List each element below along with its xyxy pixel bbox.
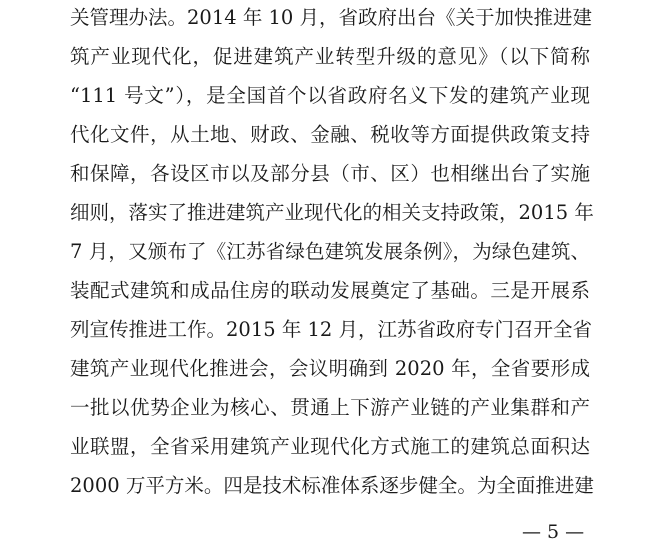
text-line: 7 月，又颁布了《江苏省绿色建筑发展条例》，为绿色建筑、 bbox=[70, 240, 590, 263]
text-line: 和保障，各设区市以及部分县（市、区）也相继出台了实施 bbox=[70, 162, 590, 185]
text-line: 代化文件，从土地、财政、金融、税收等方面提供政策支持 bbox=[70, 123, 590, 146]
text-line: 装配式建筑和成品住房的联动发展奠定了基础。三是开展系 bbox=[70, 279, 590, 302]
text-line: 细则，落实了推进建筑产业现代化的相关支持政策，2015 年 bbox=[70, 201, 594, 224]
text-line: “111 号文”），是全国首个以省政府名义下发的建筑产业现 bbox=[70, 84, 590, 107]
text-line: 2000 万平方米。四是技术标准体系逐步健全。为全面推进建 bbox=[70, 474, 594, 497]
text-line: 列宣传推进工作。2015 年 12 月，江苏省政府专门召开全省 bbox=[70, 318, 593, 341]
page-number: — 5 — bbox=[522, 521, 585, 543]
text-line: 业联盟，全省采用建筑产业现代化方式施工的建筑总面积达 bbox=[70, 435, 590, 458]
text-line: 关管理办法。2014 年 10 月，省政府出台《关于加快推进建 bbox=[70, 6, 593, 29]
text-line: 建筑产业现代化推进会，会议明确到 2020 年，全省要形成 bbox=[70, 357, 590, 380]
body-text bbox=[70, 0, 594, 505]
text-line: 筑产业现代化，促进建筑产业转型升级的意见》（以下简称 bbox=[70, 45, 590, 68]
text-line: 一批以优势企业为核心、贯通上下游产业链的产业集群和产 bbox=[70, 396, 590, 419]
